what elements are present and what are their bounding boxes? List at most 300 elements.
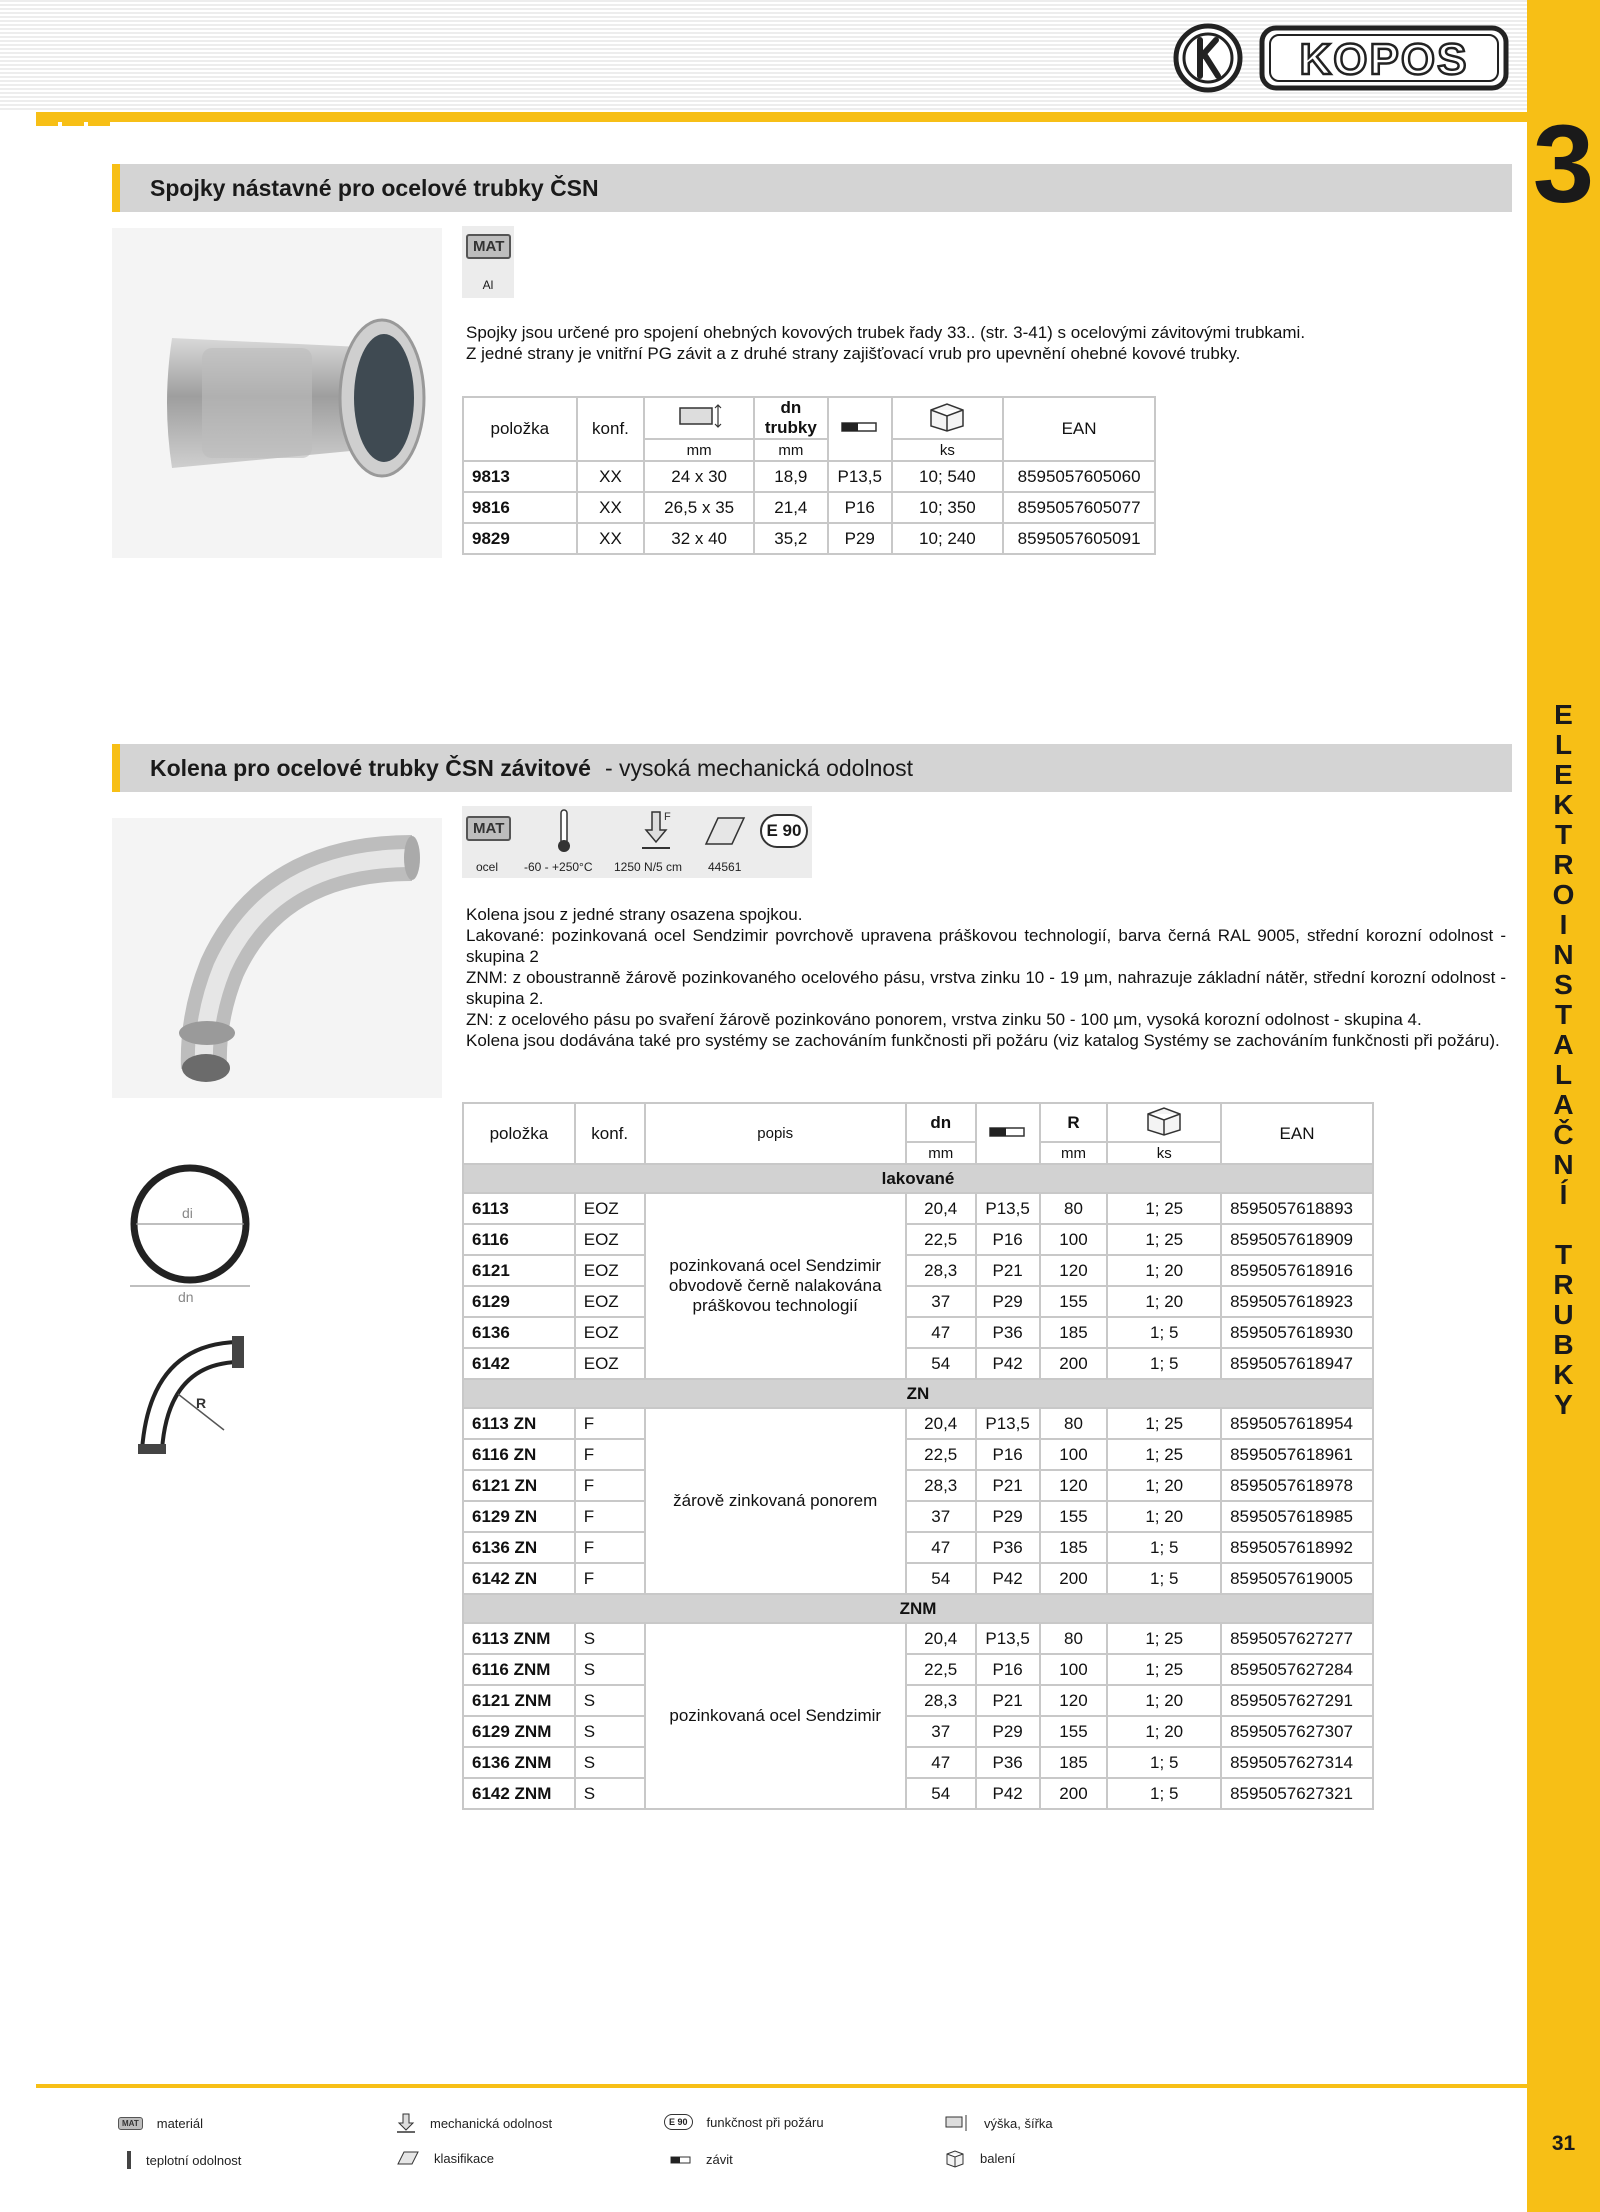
table-cell: 1; 25 bbox=[1107, 1224, 1221, 1255]
col-header-dn: dn bbox=[906, 1103, 976, 1142]
col-header-dn: dn trubky bbox=[754, 397, 828, 439]
table-cell: 100 bbox=[1040, 1224, 1108, 1255]
elbow-table bbox=[462, 1102, 1374, 1810]
header-square bbox=[88, 112, 110, 126]
table-cell: 22,5 bbox=[906, 1654, 976, 1685]
table-cell: 8595057627314 bbox=[1221, 1747, 1373, 1778]
table-cell: 8595057618909 bbox=[1221, 1224, 1373, 1255]
col-header-ean: EAN bbox=[1221, 1103, 1373, 1164]
coupling-table bbox=[462, 396, 1156, 555]
legend-item bbox=[118, 2116, 203, 2131]
table-cell: 18,9 bbox=[754, 461, 828, 492]
group-description: pozinkovaná ocel Sendzimir bbox=[645, 1623, 906, 1809]
table-cell: 200 bbox=[1040, 1563, 1108, 1594]
table-row bbox=[463, 1716, 1373, 1747]
col-header-conf: konf. bbox=[575, 1103, 645, 1164]
chapter-title-letter: E bbox=[1554, 759, 1573, 790]
table-cell: S bbox=[575, 1778, 645, 1809]
table-cell: 9829 bbox=[463, 523, 577, 554]
legend-label: mechanická odolnost bbox=[430, 2115, 553, 2131]
table-cell: 54 bbox=[906, 1778, 976, 1809]
table-cell: P29 bbox=[976, 1501, 1040, 1532]
kopos-logo bbox=[1172, 22, 1512, 94]
chapter-title-letter: I bbox=[1559, 909, 1568, 940]
table-cell: 8595057618916 bbox=[1221, 1255, 1373, 1286]
table-cell: 8595057618893 bbox=[1221, 1193, 1373, 1224]
section-title: Kolena pro ocelové trubky ČSN závitové bbox=[150, 754, 591, 781]
group-header-row bbox=[463, 1594, 1373, 1623]
header-square bbox=[36, 112, 58, 126]
classification-icon bbox=[396, 2150, 420, 2166]
legend-label: teplotní odolnost bbox=[146, 2152, 242, 2168]
section-title-bar bbox=[112, 164, 1512, 212]
elbow-illustration bbox=[112, 818, 442, 1098]
table-row bbox=[463, 1778, 1373, 1809]
table-cell: 8595057618992 bbox=[1221, 1532, 1373, 1563]
header-square bbox=[62, 112, 84, 126]
col-header-thread bbox=[976, 1103, 1040, 1164]
table-cell: 1; 25 bbox=[1107, 1408, 1221, 1439]
chapter-title-letter: A bbox=[1553, 1029, 1574, 1060]
table-cell: 6136 ZNM bbox=[463, 1747, 575, 1778]
legend-label: balení bbox=[980, 2150, 1016, 2166]
table-cell: 1; 25 bbox=[1107, 1439, 1221, 1470]
group-description: pozinkovaná ocel Sendzimir obvodově černě nalakována práškovou technologií bbox=[645, 1193, 906, 1379]
table-cell: 8595057618923 bbox=[1221, 1286, 1373, 1317]
table-cell: 100 bbox=[1040, 1654, 1108, 1685]
table-cell: 35,2 bbox=[754, 523, 828, 554]
legend-item bbox=[670, 2152, 733, 2167]
table-cell: P21 bbox=[976, 1685, 1040, 1716]
legend-item bbox=[944, 2114, 1053, 2132]
section-title: Spojky nástavné pro ocelové trubky ČSN bbox=[150, 174, 599, 201]
legend-item bbox=[664, 2114, 824, 2130]
height-width-icon bbox=[674, 403, 724, 429]
table-cell: 8595057618930 bbox=[1221, 1317, 1373, 1348]
table-cell: 6116 ZN bbox=[463, 1439, 575, 1470]
chapter-title-letter: O bbox=[1552, 879, 1575, 910]
table-row bbox=[463, 1193, 1373, 1224]
material-icon: MAT bbox=[466, 234, 511, 259]
unit-dn: mm bbox=[754, 439, 828, 461]
table-cell: 1; 5 bbox=[1107, 1747, 1221, 1778]
mechanical-resistance-icon bbox=[640, 808, 674, 852]
chapter-title-letter: Č bbox=[1553, 1119, 1574, 1150]
table-cell: 6129 ZNM bbox=[463, 1716, 575, 1747]
unit-dn: mm bbox=[906, 1142, 976, 1164]
description-line: ZNM: z oboustranně žárově pozinkovaného ocelového pásu, vrstva zinku 10 - 19 µm, nahrazuje základní nátěr, střední korozní odolnost - skupina 2. bbox=[466, 968, 1506, 1008]
table-cell: F bbox=[575, 1470, 645, 1501]
svg-text:R: R bbox=[196, 1395, 207, 1411]
footer-accent-line bbox=[36, 2084, 1527, 2088]
table-cell: 200 bbox=[1040, 1778, 1108, 1809]
table-cell: 8595057627277 bbox=[1221, 1623, 1373, 1654]
table-cell: 47 bbox=[906, 1317, 976, 1348]
elbow-photo bbox=[112, 818, 442, 1098]
table-row bbox=[463, 1654, 1373, 1685]
table-cell: 155 bbox=[1040, 1286, 1108, 1317]
table-row bbox=[463, 1255, 1373, 1286]
table-cell: 8595057618947 bbox=[1221, 1348, 1373, 1379]
table-cell: EOZ bbox=[575, 1348, 645, 1379]
table-row bbox=[463, 1501, 1373, 1532]
classification-value: 44561 bbox=[708, 860, 742, 874]
table-cell: 1; 20 bbox=[1107, 1501, 1221, 1532]
chapter-title-letter: K bbox=[1553, 789, 1574, 820]
table-cell: F bbox=[575, 1439, 645, 1470]
table-cell: F bbox=[575, 1501, 645, 1532]
legend-item bbox=[126, 2150, 241, 2170]
table-cell: EOZ bbox=[575, 1317, 645, 1348]
table-cell: F bbox=[575, 1563, 645, 1594]
table-cell: P13,5 bbox=[976, 1193, 1040, 1224]
table-cell: 22,5 bbox=[906, 1224, 976, 1255]
table-cell: 6142 ZN bbox=[463, 1563, 575, 1594]
header-accent-line bbox=[36, 112, 1527, 122]
table-cell: 6142 bbox=[463, 1348, 575, 1379]
table-cell: 1; 25 bbox=[1107, 1654, 1221, 1685]
thread-icon bbox=[670, 2155, 692, 2165]
table-row bbox=[463, 1408, 1373, 1439]
table-cell: 8595057627307 bbox=[1221, 1716, 1373, 1747]
table-cell: EOZ bbox=[575, 1286, 645, 1317]
table-cell: 47 bbox=[906, 1532, 976, 1563]
package-icon bbox=[925, 400, 969, 432]
table-cell: 120 bbox=[1040, 1470, 1108, 1501]
chapter-title-letter: T bbox=[1554, 999, 1573, 1030]
svg-text:F: F bbox=[664, 811, 671, 823]
table-cell: 24 x 30 bbox=[644, 461, 754, 492]
table-cell: 1; 25 bbox=[1107, 1623, 1221, 1654]
table-cell: 120 bbox=[1040, 1255, 1108, 1286]
table-cell: F bbox=[575, 1408, 645, 1439]
table-cell: XX bbox=[577, 461, 645, 492]
col-header-conf: konf. bbox=[577, 397, 645, 461]
table-cell: S bbox=[575, 1654, 645, 1685]
chapter-title-letter: T bbox=[1554, 1239, 1573, 1270]
table-cell: 22,5 bbox=[906, 1439, 976, 1470]
temperature-value: -60 - +250°C bbox=[524, 860, 593, 874]
table-cell: P16 bbox=[976, 1224, 1040, 1255]
legend-label: klasifikace bbox=[434, 2150, 494, 2166]
table-cell: 6121 ZN bbox=[463, 1470, 575, 1501]
table-cell: 1; 5 bbox=[1107, 1348, 1221, 1379]
svg-text:dn: dn bbox=[178, 1289, 194, 1305]
table-cell: 6136 bbox=[463, 1317, 575, 1348]
table-cell: P42 bbox=[976, 1563, 1040, 1594]
table-cell: 21,4 bbox=[754, 492, 828, 523]
table-cell: 8595057605060 bbox=[1003, 461, 1155, 492]
table-cell: 8595057618978 bbox=[1221, 1470, 1373, 1501]
table-cell: 8595057619005 bbox=[1221, 1563, 1373, 1594]
force-value: 1250 N/5 cm bbox=[614, 860, 683, 874]
material-icon: MAT bbox=[118, 2117, 143, 2130]
table-cell: P29 bbox=[976, 1716, 1040, 1747]
chapter-title-letter: A bbox=[1553, 1089, 1574, 1120]
table-cell: 32 x 40 bbox=[644, 523, 754, 554]
table-cell: 28,3 bbox=[906, 1255, 976, 1286]
table-cell: 9816 bbox=[463, 492, 577, 523]
cross-section-diagram bbox=[120, 1164, 260, 1314]
table-cell: 8595057618961 bbox=[1221, 1439, 1373, 1470]
table-cell: 1; 20 bbox=[1107, 1470, 1221, 1501]
fire-function-icon: E 90 bbox=[664, 2114, 693, 2130]
legend-label: závit bbox=[706, 2152, 733, 2167]
group-name: lakované bbox=[463, 1164, 1373, 1193]
legend-item bbox=[396, 2112, 552, 2134]
table-cell: 8595057605077 bbox=[1003, 492, 1155, 523]
coupling-illustration bbox=[112, 228, 442, 558]
table-cell: XX bbox=[577, 523, 645, 554]
table-cell: 1; 5 bbox=[1107, 1778, 1221, 1809]
table-row bbox=[463, 1224, 1373, 1255]
table-cell: 100 bbox=[1040, 1439, 1108, 1470]
table-cell: 1; 5 bbox=[1107, 1532, 1221, 1563]
section-title-bar bbox=[112, 744, 1512, 792]
table-cell: 20,4 bbox=[906, 1623, 976, 1654]
table-cell: 6113 bbox=[463, 1193, 575, 1224]
thread-icon bbox=[988, 1125, 1028, 1139]
legend-label: výška, šířka bbox=[984, 2115, 1053, 2131]
table-row bbox=[463, 1563, 1373, 1594]
table-row bbox=[463, 523, 1155, 554]
description-line: Spojky jsou určené pro spojení ohebných kovových trubek řady 33.. (str. 3-41) s ocelovými závitovými trubkami. bbox=[466, 323, 1306, 342]
table-cell: P21 bbox=[976, 1470, 1040, 1501]
table-row bbox=[463, 461, 1155, 492]
table-cell: P13,5 bbox=[828, 461, 892, 492]
chapter-title-letter: R bbox=[1553, 1269, 1574, 1300]
unit-pack: ks bbox=[892, 439, 1003, 461]
table-cell: 9813 bbox=[463, 461, 577, 492]
chapter-title-letter: B bbox=[1553, 1329, 1574, 1360]
table-cell: 10; 540 bbox=[892, 461, 1003, 492]
description-line: Kolena jsou z jedné strany osazena spojkou. bbox=[466, 905, 803, 924]
table-cell: S bbox=[575, 1747, 645, 1778]
description-line: ZN: z ocelového pásu po svaření žárově pozinkováno ponorem, vrstva zinku 50 - 100 µm, vysoká korozní odolnost - skupina 4. bbox=[466, 1010, 1422, 1029]
table-cell: 54 bbox=[906, 1563, 976, 1594]
chapter-title-letter: R bbox=[1553, 849, 1574, 880]
table-cell: 6121 bbox=[463, 1255, 575, 1286]
package-icon bbox=[1142, 1104, 1186, 1136]
table-cell: P21 bbox=[976, 1255, 1040, 1286]
group-name: ZNM bbox=[463, 1594, 1373, 1623]
section2-description bbox=[466, 904, 1506, 1051]
material-value: Al bbox=[482, 278, 494, 292]
section-subtitle: - vysoká mechanická odolnost bbox=[604, 754, 914, 781]
table-cell: 54 bbox=[906, 1348, 976, 1379]
table-cell: 6142 ZNM bbox=[463, 1778, 575, 1809]
group-header-row bbox=[463, 1164, 1373, 1193]
table-cell: EOZ bbox=[575, 1224, 645, 1255]
table-cell: EOZ bbox=[575, 1255, 645, 1286]
chapter-title-letter: Í bbox=[1559, 1179, 1568, 1210]
table-row bbox=[463, 1439, 1373, 1470]
table-cell: P29 bbox=[976, 1286, 1040, 1317]
classification-icon bbox=[702, 814, 748, 848]
table-cell: 8595057627291 bbox=[1221, 1685, 1373, 1716]
table-cell: EOZ bbox=[575, 1193, 645, 1224]
temperature-icon bbox=[556, 808, 572, 854]
table-cell: P16 bbox=[828, 492, 892, 523]
chapter-title-letter: U bbox=[1553, 1299, 1574, 1330]
table-cell: 185 bbox=[1040, 1747, 1108, 1778]
table-row bbox=[463, 1348, 1373, 1379]
table-cell: 37 bbox=[906, 1286, 976, 1317]
material-value: ocel bbox=[476, 860, 499, 874]
table-row bbox=[463, 1317, 1373, 1348]
table-cell: 1; 5 bbox=[1107, 1317, 1221, 1348]
table-cell: 8595057618985 bbox=[1221, 1501, 1373, 1532]
package-icon bbox=[944, 2148, 966, 2168]
table-row bbox=[463, 1747, 1373, 1778]
table-cell: 200 bbox=[1040, 1348, 1108, 1379]
thread-icon bbox=[840, 420, 880, 434]
table-cell: 80 bbox=[1040, 1408, 1108, 1439]
chapter-title-letter: L bbox=[1554, 1059, 1573, 1090]
chapter-title-letter: Y bbox=[1554, 1389, 1573, 1420]
table-cell: P16 bbox=[976, 1654, 1040, 1685]
table-cell: 6113 ZNM bbox=[463, 1623, 575, 1654]
table-cell: 6116 ZNM bbox=[463, 1654, 575, 1685]
table-cell: 185 bbox=[1040, 1317, 1108, 1348]
table-cell: P36 bbox=[976, 1532, 1040, 1563]
table-cell: P13,5 bbox=[976, 1408, 1040, 1439]
table-cell: S bbox=[575, 1623, 645, 1654]
group-header-row bbox=[463, 1379, 1373, 1408]
description-line: Lakované: pozinkovaná ocel Sendzimir povrchově upravena práškovou technologií, barva černá RAL 9005, střední korozní odolnost - skupina 2 bbox=[466, 926, 1506, 966]
chapter-title-letter: S bbox=[1554, 969, 1573, 1000]
col-header-pack bbox=[1107, 1103, 1221, 1142]
col-header-pack bbox=[892, 397, 1003, 439]
table-cell: 1; 20 bbox=[1107, 1685, 1221, 1716]
table-cell: 6121 ZNM bbox=[463, 1685, 575, 1716]
col-header-ean: EAN bbox=[1003, 397, 1155, 461]
table-cell: XX bbox=[577, 492, 645, 523]
chapter-title-letter: E bbox=[1554, 699, 1573, 730]
table-cell: 6113 ZN bbox=[463, 1408, 575, 1439]
table-cell: P16 bbox=[976, 1439, 1040, 1470]
table-cell: 26,5 x 35 bbox=[644, 492, 754, 523]
table-cell: P29 bbox=[828, 523, 892, 554]
table-cell: 155 bbox=[1040, 1501, 1108, 1532]
table-cell: 1; 20 bbox=[1107, 1716, 1221, 1747]
col-header-thread bbox=[828, 397, 892, 461]
col-header-item: položka bbox=[463, 397, 577, 461]
description-line: Z jedné strany je vnitřní PG závit a z druhé strany zajišťovací vrub pro upevnění ohebné kovové trubky. bbox=[466, 344, 1241, 363]
chapter-vertical-title bbox=[1527, 700, 1600, 1420]
legend-label: materiál bbox=[156, 2116, 203, 2131]
table-cell: 8595057605091 bbox=[1003, 523, 1155, 554]
legend-item bbox=[396, 2150, 494, 2166]
section1-description bbox=[466, 322, 1516, 364]
chapter-title-letter: L bbox=[1554, 729, 1573, 760]
table-row bbox=[463, 1470, 1373, 1501]
legend-item bbox=[944, 2148, 1015, 2168]
table-cell: 6116 bbox=[463, 1224, 575, 1255]
material-icon-box bbox=[462, 226, 514, 298]
svg-text:KOPOS: KOPOS bbox=[1299, 35, 1469, 84]
group-description: žárově zinkovaná ponorem bbox=[645, 1408, 906, 1594]
table-cell: 80 bbox=[1040, 1193, 1108, 1224]
table-cell: P36 bbox=[976, 1317, 1040, 1348]
table-cell: 80 bbox=[1040, 1623, 1108, 1654]
chapter-title-letter: T bbox=[1554, 819, 1573, 850]
chapter-title-letter bbox=[1527, 1210, 1600, 1240]
col-header-item: položka bbox=[463, 1103, 575, 1164]
table-cell: 10; 350 bbox=[892, 492, 1003, 523]
table-cell: 28,3 bbox=[906, 1685, 976, 1716]
svg-text:di: di bbox=[182, 1205, 193, 1221]
table-cell: 47 bbox=[906, 1747, 976, 1778]
table-cell: 6129 ZN bbox=[463, 1501, 575, 1532]
table-cell: S bbox=[575, 1716, 645, 1747]
table-row bbox=[463, 1623, 1373, 1654]
table-row bbox=[463, 492, 1155, 523]
page-number: 31 bbox=[1551, 2132, 1576, 2155]
table-cell: 20,4 bbox=[906, 1408, 976, 1439]
table-cell: 155 bbox=[1040, 1716, 1108, 1747]
table-cell: 8595057618954 bbox=[1221, 1408, 1373, 1439]
height-width-icon bbox=[944, 2114, 970, 2132]
table-cell: 6129 bbox=[463, 1286, 575, 1317]
table-cell: 6136 ZN bbox=[463, 1532, 575, 1563]
table-cell: F bbox=[575, 1532, 645, 1563]
properties-icon-strip bbox=[462, 806, 812, 878]
bend-radius-diagram bbox=[120, 1330, 260, 1460]
table-cell: 20,4 bbox=[906, 1193, 976, 1224]
table-cell: P13,5 bbox=[976, 1623, 1040, 1654]
description-line: Kolena jsou dodávána také pro systémy se zachováním funkčnosti při požáru (viz katalog Systémy se zachováním funkčnosti při požáru). bbox=[466, 1031, 1500, 1050]
table-cell: 185 bbox=[1040, 1532, 1108, 1563]
chapter-title-letter: K bbox=[1553, 1359, 1574, 1390]
table-cell: 37 bbox=[906, 1716, 976, 1747]
chapter-title-letter: N bbox=[1553, 1149, 1574, 1180]
table-cell: 10; 240 bbox=[892, 523, 1003, 554]
material-icon: MAT bbox=[466, 816, 511, 841]
chapter-number: 3 bbox=[1532, 103, 1595, 226]
table-cell: 37 bbox=[906, 1501, 976, 1532]
col-header-size bbox=[644, 397, 754, 439]
table-cell: 8595057627284 bbox=[1221, 1654, 1373, 1685]
unit-pack: ks bbox=[1107, 1142, 1221, 1164]
table-cell: S bbox=[575, 1685, 645, 1716]
col-header-desc: popis bbox=[645, 1103, 906, 1164]
table-cell: P42 bbox=[976, 1348, 1040, 1379]
table-cell: 1; 20 bbox=[1107, 1286, 1221, 1317]
table-row bbox=[463, 1532, 1373, 1563]
table-cell: 120 bbox=[1040, 1685, 1108, 1716]
group-name: ZN bbox=[463, 1379, 1373, 1408]
col-header-r: R bbox=[1040, 1103, 1108, 1142]
unit-size: mm bbox=[644, 439, 754, 461]
table-row bbox=[463, 1286, 1373, 1317]
coupling-photo bbox=[112, 228, 442, 558]
temperature-icon bbox=[126, 2150, 132, 2170]
table-cell: 1; 5 bbox=[1107, 1563, 1221, 1594]
table-cell: P42 bbox=[976, 1778, 1040, 1809]
legend-label: funkčnost při požáru bbox=[706, 2114, 824, 2130]
unit-r: mm bbox=[1040, 1142, 1108, 1164]
table-cell: 8595057627321 bbox=[1221, 1778, 1373, 1809]
table-row bbox=[463, 1685, 1373, 1716]
fire-function-icon: E 90 bbox=[760, 814, 808, 848]
table-cell: 1; 20 bbox=[1107, 1255, 1221, 1286]
table-cell: 28,3 bbox=[906, 1470, 976, 1501]
table-cell: P36 bbox=[976, 1747, 1040, 1778]
mechanical-resistance-icon bbox=[396, 2112, 416, 2134]
table-cell: 1; 25 bbox=[1107, 1193, 1221, 1224]
chapter-title-letter: N bbox=[1553, 939, 1574, 970]
